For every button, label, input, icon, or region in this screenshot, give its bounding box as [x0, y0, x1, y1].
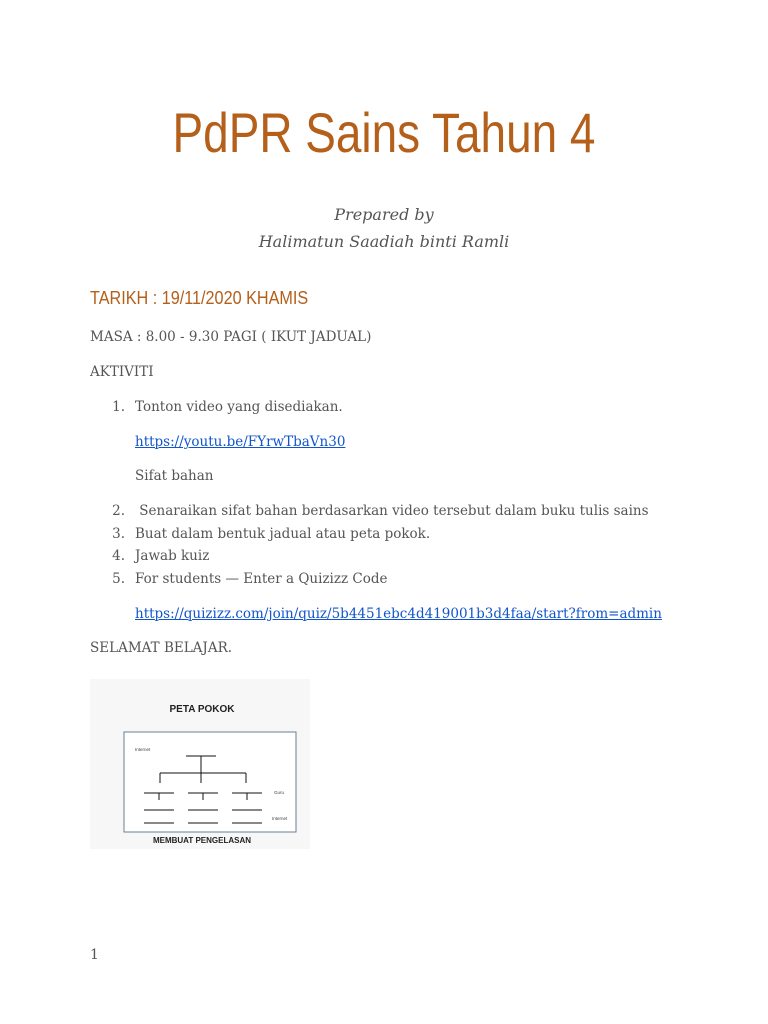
time-line: MASA : 8.00 - 9.30 PAGI ( IKUT JADUAL)	[90, 329, 372, 345]
activity-label: AKTIVITI	[90, 364, 154, 380]
diagram-title: PETA POKOK	[169, 704, 235, 715]
date-heading: TARIKH : 19/11/2020 KHAMIS	[90, 288, 309, 308]
tree-map-graphic	[90, 679, 310, 849]
list-item: Buat dalam bentuk jadual atau peta pokok.	[135, 526, 431, 542]
list-item: Jawab kuiz	[135, 548, 210, 564]
list-item-number: 4.	[112, 548, 125, 564]
document-title: PdPR Sains Tahun 4	[172, 101, 596, 164]
quiz-link[interactable]: https://quizizz.com/join/quiz/5b4451ebc4d419001b3d4faa/start?from=admin	[135, 606, 662, 622]
list-item-number: 5.	[112, 571, 125, 587]
tree-map-diagram	[90, 679, 310, 849]
diagram-label: Guru	[274, 790, 285, 795]
list-item-number: 1.	[112, 399, 125, 415]
diagram-caption: MEMBUAT PENGELASAN	[152, 836, 252, 845]
list-item-number: 2.	[112, 503, 125, 519]
prepared-by-label: Prepared by	[334, 205, 434, 224]
list-item: For students — Enter a Quizizz Code	[135, 571, 388, 587]
video-link[interactable]: https://youtu.be/FYrwTbaVn30	[135, 434, 346, 450]
closing-text: SELAMAT BELAJAR.	[90, 640, 233, 656]
video-caption: Sifat bahan	[135, 468, 214, 484]
list-item: Tonton video yang disediakan.	[135, 399, 343, 415]
list-item-number: 3.	[112, 526, 125, 542]
diagram-label: Internet	[272, 816, 288, 821]
diagram-label: Internet	[135, 747, 151, 752]
author-name: Halimatun Saadiah binti Ramli	[258, 232, 510, 251]
page-number: 1	[90, 947, 99, 963]
list-item: Senaraikan sifat bahan berdasarkan video tersebut dalam buku tulis sains	[135, 503, 649, 519]
